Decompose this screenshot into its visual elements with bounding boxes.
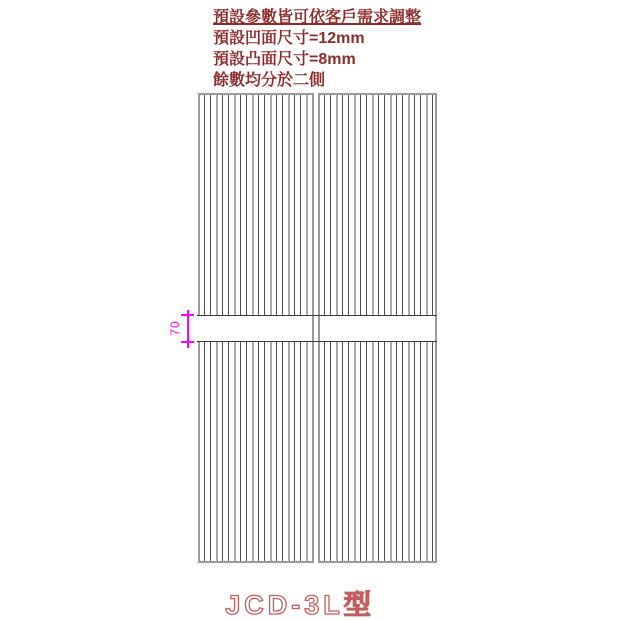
model-suffix: 型 bbox=[343, 590, 375, 620]
model-label bbox=[185, 583, 415, 620]
note-convex-size: 預設凸面尺寸=8mm bbox=[213, 51, 356, 68]
horizontal-rail-band bbox=[197, 315, 437, 342]
panel-right-right-edge-line bbox=[435, 316, 437, 341]
dimension-tick-bottom bbox=[181, 341, 194, 343]
model-name: JCD-3L bbox=[225, 590, 344, 620]
spec-notes bbox=[213, 7, 421, 91]
note-remainder: 餘數均分於二側 bbox=[213, 72, 326, 89]
dimension-value: 70 bbox=[168, 320, 182, 336]
note-concave-size: 預設凹面尺寸=12mm bbox=[213, 30, 365, 47]
note-adjustable: 預設參數皆可依客戶需求調整 bbox=[213, 9, 422, 26]
panel-right-left-edge-line bbox=[318, 316, 320, 341]
panel-left-right-edge-line bbox=[312, 316, 314, 341]
